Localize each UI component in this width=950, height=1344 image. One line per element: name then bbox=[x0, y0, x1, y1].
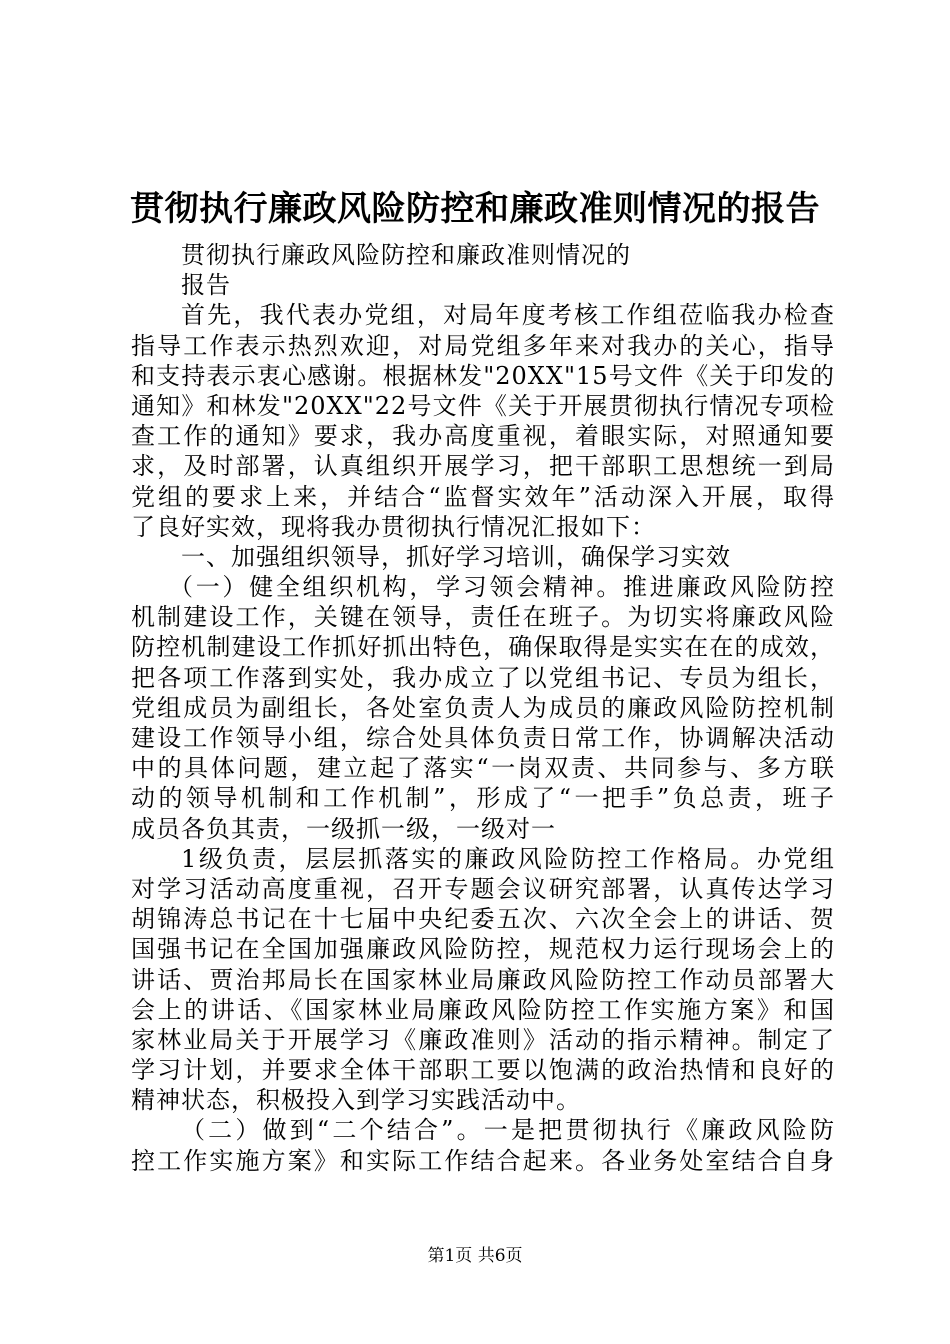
paragraph-line: 对学习活动高度重视，召开专题会议研究部署，认真传达学习 bbox=[131, 874, 835, 903]
paragraph-line: 和支持表示衷心感谢。根据林发"20XX"15号文件《关于印发的 bbox=[131, 361, 835, 390]
document-title: 贯彻执行廉政风险防控和廉政准则情况的报告 bbox=[130, 189, 820, 229]
paragraph-line: 把各项工作落到实处，我办成立了以党组书记、专员为组长， bbox=[131, 663, 835, 692]
section-heading: 一、加强组织领导，抓好学习培训，确保学习实效 bbox=[181, 542, 731, 571]
paragraph-line: 1级负责，层层抓落实的廉政风险防控工作格局。办党组 bbox=[181, 844, 835, 873]
paragraph-line: 精神状态，积极投入到学习实践活动中。 bbox=[131, 1086, 581, 1115]
paragraph-line: 学习计划，并要求全体干部职工要以饱满的政治热情和良好的 bbox=[131, 1056, 835, 1085]
paragraph-line: 讲话、贾治邦局长在国家林业局廉政风险防控工作动员部署大 bbox=[131, 965, 835, 994]
paragraph-line: 成员各负其责，一级抓一级，一级对一 bbox=[131, 814, 556, 843]
paragraph-line: 家林业局关于开展学习《廉政准则》活动的指示精神。制定了 bbox=[131, 1025, 835, 1054]
paragraph-line: 求，及时部署，认真组织开展学习，把干部职工思想统一到局 bbox=[131, 452, 835, 481]
paragraph-line: 防控机制建设工作抓好抓出特色，确保取得是实实在在的成效， bbox=[131, 633, 835, 662]
paragraph-line: 指导工作表示热烈欢迎，对局党组多年来对我办的关心，指导 bbox=[131, 331, 835, 360]
paragraph-line: 建设工作领导小组，综合处具体负责日常工作，协调解决活动 bbox=[131, 724, 835, 752]
paragraph-line: 胡锦涛总书记在十七届中央纪委五次、六次全会上的讲话、贺 bbox=[131, 905, 835, 934]
paragraph-line: 党组成员为副组长，各处室负责人为成员的廉政风险防控机制 bbox=[131, 693, 835, 722]
paragraph-line: （一）健全组织机构，学习领会精神。推进廉政风险防控 bbox=[169, 573, 835, 602]
paragraph-line: 党组的要求上来，并结合“监督实效年”活动深入开展，取得 bbox=[131, 482, 835, 511]
paragraph-line: 通知》和林发"20XX"22号文件《关于开展贯彻执行情况专项检 bbox=[131, 391, 835, 420]
page-number-footer: 第1页 共6页 bbox=[427, 1246, 523, 1266]
paragraph-line: 会上的讲话、《国家林业局廉政风险防控工作实施方案》和国 bbox=[131, 995, 835, 1024]
paragraph-line: 中的具体问题，建立起了落实“一岗双责、共同参与、多方联 bbox=[131, 754, 835, 783]
paragraph-line: 动的领导机制和工作机制”，形成了“一把手”负总责，班子 bbox=[131, 784, 835, 813]
paragraph-line: （二）做到“二个结合”。一是把贯彻执行《廉政风险防 bbox=[181, 1116, 835, 1145]
paragraph-line: 了良好实效，现将我办贯彻执行情况汇报如下： bbox=[131, 512, 656, 541]
paragraph-line: 查工作的通知》要求，我办高度重视，着眼实际，对照通知要 bbox=[131, 422, 835, 451]
paragraph-line: 国强书记在全国加强廉政风险防控，规范权力运行现场会上的 bbox=[131, 935, 835, 964]
paragraph-line: 首先，我代表办党组，对局年度考核工作组莅临我办检查 bbox=[181, 301, 835, 330]
paragraph-line: 机制建设工作，关键在领导，责任在班子。为切实将廉政风险 bbox=[131, 603, 835, 632]
subtitle-line: 报告 bbox=[181, 271, 231, 300]
document-body bbox=[131, 240, 835, 1176]
paragraph-line: 控工作实施方案》和实际工作结合起来。各业务处室结合自身 bbox=[131, 1146, 835, 1175]
subtitle-line: 贯彻执行廉政风险防控和廉政准则情况的 bbox=[181, 241, 631, 269]
